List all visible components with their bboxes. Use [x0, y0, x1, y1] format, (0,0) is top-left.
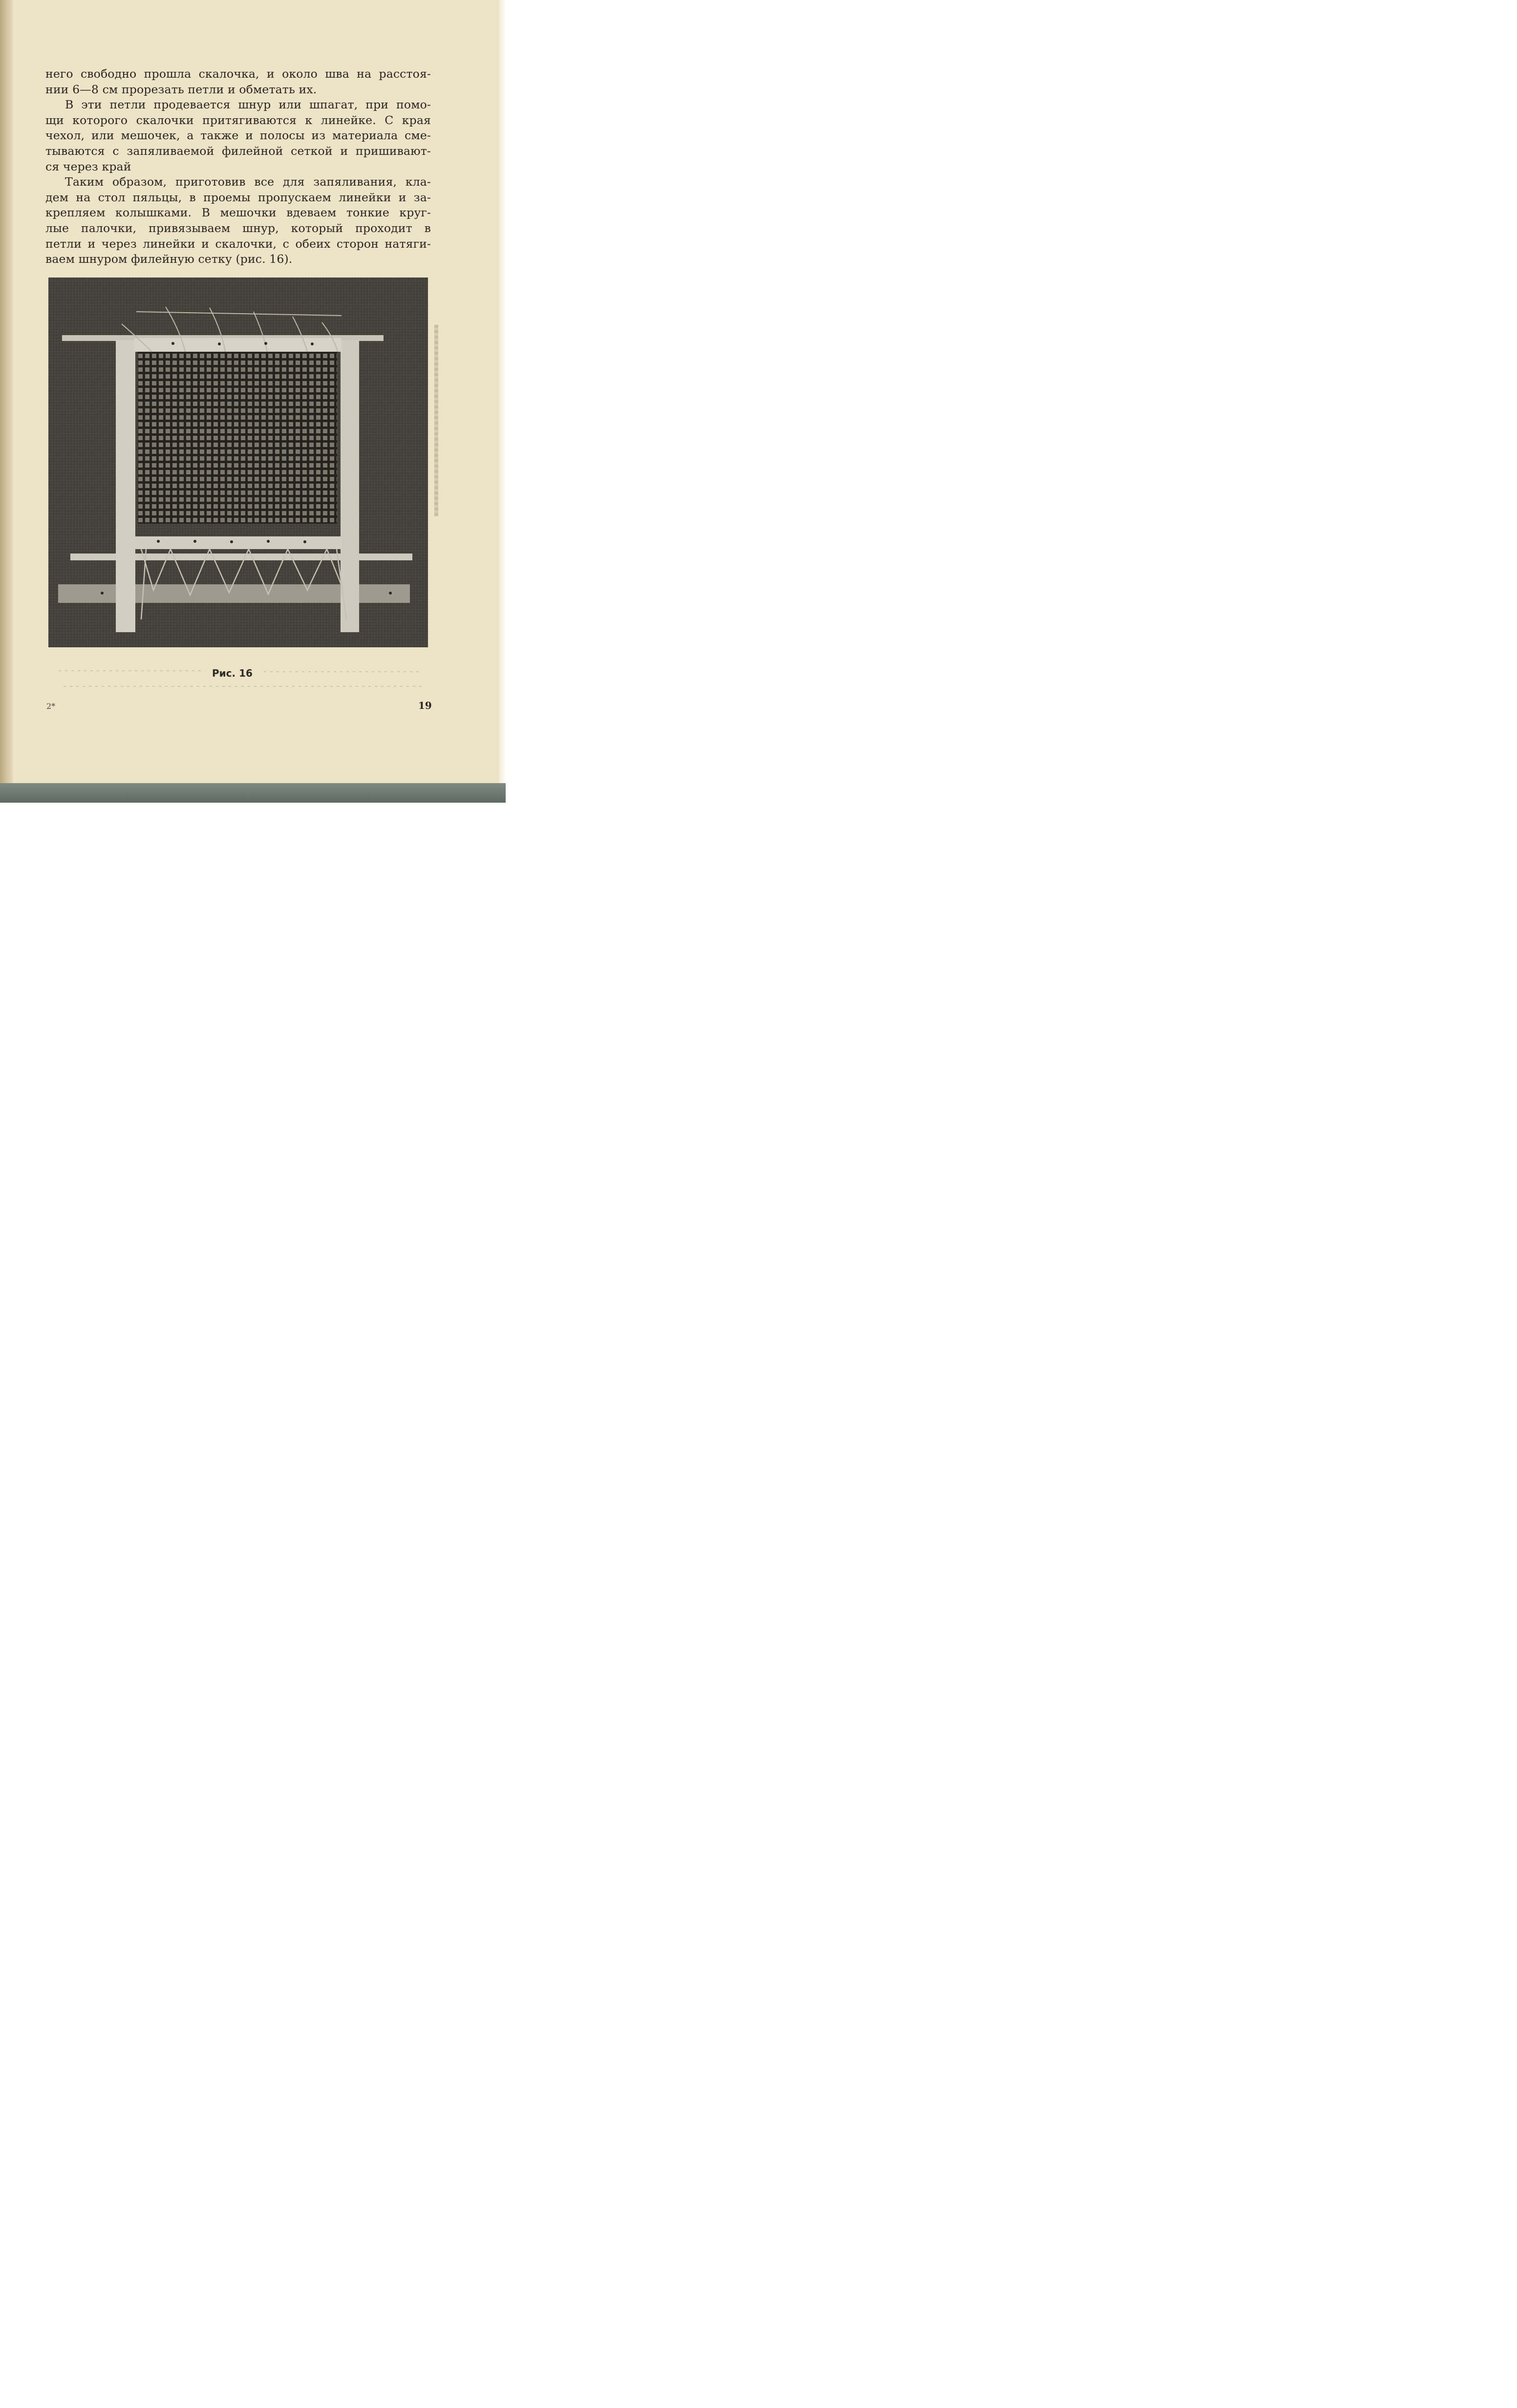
scan-noise — [264, 671, 420, 672]
page-edge — [499, 0, 506, 803]
paragraph-2-line-4: тываются с запяливаемой филейной сеткой и пришивают- — [45, 144, 431, 158]
body-text — [45, 66, 431, 267]
paragraph-1-line-2: нии 6—8 см прорезать петли и обметать их. — [45, 82, 317, 96]
paragraph-3-line-5: петли и через линейки и скалочки, с обеих сторон натяги- — [45, 236, 431, 251]
paragraph-3-line-3: крепляем колышками. В мешочки вдеваем тонкие круг- — [45, 206, 431, 220]
paragraph-2-line-2: щи которого скалочки притягиваются к линейке. С края — [45, 113, 431, 127]
scan-noise — [64, 686, 425, 687]
page-number: 19 — [418, 700, 432, 711]
figure-caption: Рис. 16 — [212, 667, 253, 679]
signature-mark: 2* — [46, 702, 56, 711]
paragraph-2-line-1: В эти петли продевается шнур или шпагат, при помо- — [65, 98, 431, 112]
scan-artifact — [434, 325, 438, 516]
scan-background-strip — [0, 783, 506, 803]
paragraph-3-line-2: дем на стол пяльцы, в проемы пропускаем линейки и за- — [45, 190, 431, 204]
embroidery-frame-illustration — [48, 277, 428, 647]
scan-noise — [59, 670, 205, 671]
paragraph-3-line-6: ваем шнуром филейную сетку (рис. 16). — [45, 252, 293, 266]
book-spine-shadow — [0, 0, 13, 803]
paragraph-2-line-5: ся через край — [45, 159, 131, 173]
figure-embroidery-frame-photo — [48, 277, 428, 647]
paragraph-2-line-3: чехол, или мешочек, а также и полосы из материала сме- — [45, 128, 431, 143]
paragraph-1-line-1: него свободно прошла скалочка, и около шва на расстоя- — [45, 67, 431, 81]
paragraph-3-line-4: лые палочки, привязываем шнур, который проходит в — [45, 221, 431, 235]
paragraph-3-line-1: Таким образом, приготовив все для запяливания, кла- — [65, 175, 431, 189]
